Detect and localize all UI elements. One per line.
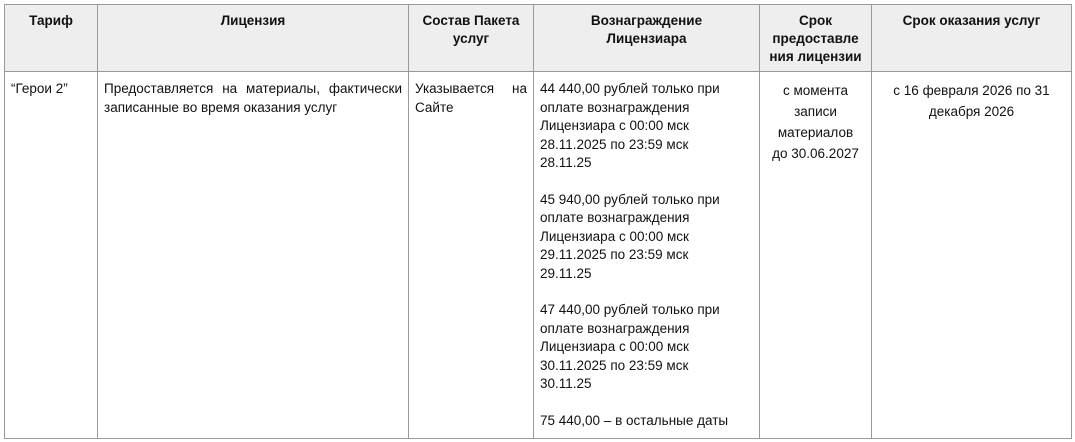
- reward-line: 75 440,00 – в остальные даты: [540, 412, 729, 428]
- license-tariff-table: [4, 4, 1072, 439]
- cell-package: [409, 72, 534, 439]
- tariff-name: “Герои 2”: [11, 81, 68, 96]
- package-text: Указывается на Сайте: [415, 81, 527, 115]
- term-line: с момента: [782, 83, 849, 98]
- term-line: материалов: [777, 125, 854, 140]
- header-reward-line: Вознаграждение: [590, 13, 703, 28]
- header-term-line: Срок: [799, 13, 832, 28]
- reward-line: Лицензиара с 00:00 мск: [540, 228, 689, 244]
- reward-line: 28.11.25: [540, 155, 592, 170]
- reward-price-block: [540, 412, 753, 431]
- header-tariff-label: Тариф: [29, 13, 73, 28]
- reward-line: 30.11.2025 по 23:59 мск: [540, 357, 689, 373]
- reward-line: оплате вознаграждения: [540, 320, 690, 336]
- header-reward: [534, 5, 760, 72]
- reward-line: 47 440,00 рублей только при: [540, 302, 720, 317]
- table-row: [5, 72, 1072, 439]
- header-period-label: Срок оказания услуг: [902, 13, 1041, 28]
- table-header-row: [5, 5, 1072, 72]
- term-line: до 30.06.2027: [772, 146, 859, 161]
- cell-tariff: [5, 72, 98, 439]
- reward-line: 29.11.25: [540, 265, 592, 281]
- reward-line: 29.11.2025 по 23:59 мск: [540, 247, 689, 262]
- reward-price-block: [540, 80, 753, 173]
- term-line: записи: [794, 104, 837, 119]
- license-text: Предоставляется на материалы, фактически записанные во время оказания услуг: [104, 81, 402, 115]
- header-package-line: Состав Пакета: [422, 13, 520, 28]
- header-tariff: [5, 5, 98, 72]
- header-package: [409, 5, 534, 72]
- reward-line: 30.11.25: [540, 376, 592, 391]
- reward-line: оплате вознаграждения: [540, 210, 690, 225]
- reward-line: 44 440,00 рублей только при: [540, 81, 720, 96]
- header-term: [760, 5, 872, 72]
- header-term-line: ния лицензии: [769, 49, 862, 64]
- reward-price-block: [540, 191, 753, 284]
- cell-term: [760, 72, 872, 439]
- reward-line: 45 940,00 рублей только при: [540, 191, 720, 207]
- reward-line: Лицензиара с 00:00 мск: [540, 118, 689, 133]
- header-license-label: Лицензия: [220, 13, 286, 28]
- header-package-line: услуг: [452, 31, 490, 46]
- reward-line: оплате вознаграждения: [540, 99, 690, 115]
- header-term-line: предоставле: [772, 31, 859, 46]
- header-reward-line: Лицензиара: [606, 31, 687, 46]
- reward-line: 28.11.2025 по 23:59 мск: [540, 136, 689, 152]
- cell-period: [872, 72, 1072, 439]
- reward-line: Лицензиара с 00:00 мск: [540, 339, 689, 354]
- period-line: с 16 февраля 2026 по 31: [893, 83, 1050, 98]
- header-license: [98, 5, 409, 72]
- cell-reward: [534, 72, 760, 439]
- period-line: декабря 2026: [928, 104, 1015, 119]
- reward-price-block: [540, 301, 753, 394]
- cell-license: [98, 72, 409, 439]
- header-period: [872, 5, 1072, 72]
